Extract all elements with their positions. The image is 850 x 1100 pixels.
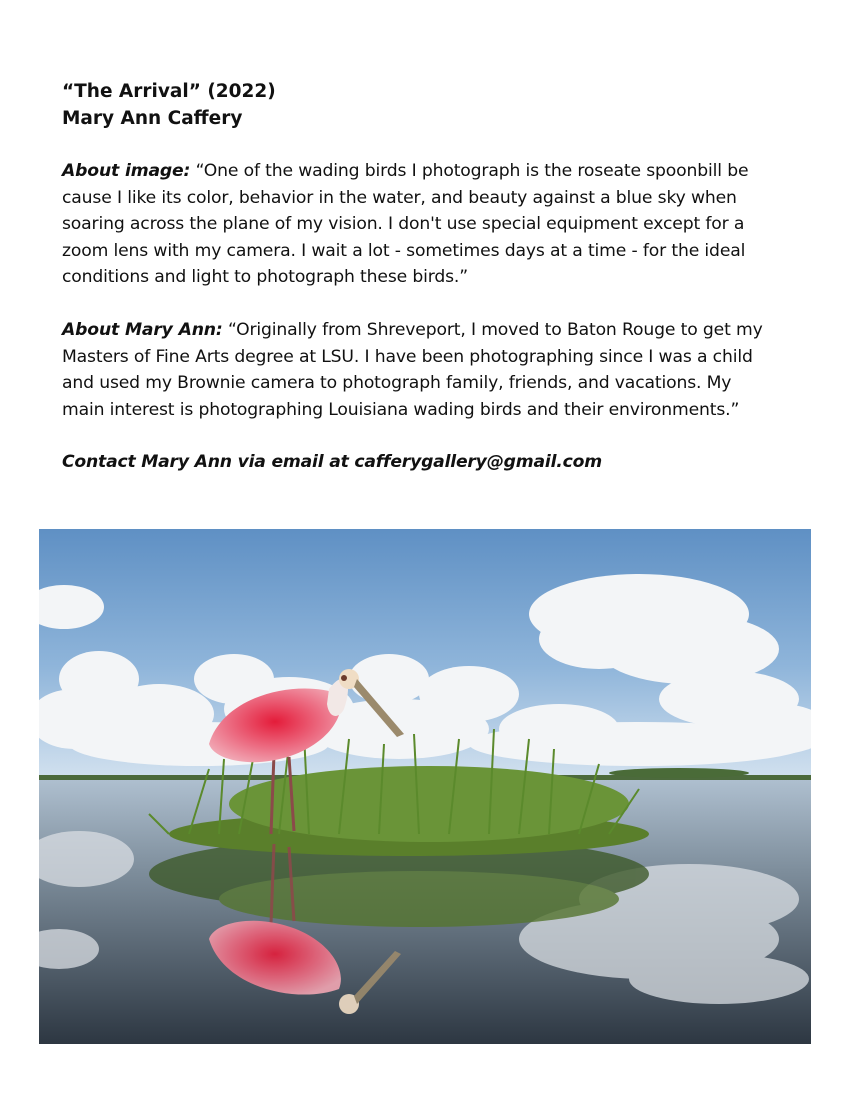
about-artist-line-3: and used my Brownie camera to photograph family, friends, and vacations. My [62,373,732,394]
text-block [62,78,802,475]
about-image-line-2: cause I like its color, behavior in the water, and beauty against a blue sky when [62,187,737,208]
about-artist-line-1: “Originally from Shreveport, I moved to Baton Rouge to get my [222,319,763,340]
about-image-line-4: zoom lens with my camera. I wait a lot - sometimes days at a time - for the ideal [62,240,746,261]
about-image-line-1: “One of the wading birds I photograph is the roseate spoonbill be [190,161,749,181]
contact-line: Contact Mary Ann via email at cafferygallery@gmail.com [62,452,602,473]
about-image-label: About image: [62,161,191,181]
about-image-line-3: soaring across the plane of my vision. I don't use special equipment except for a [62,214,745,235]
about-image-line-5: conditions and light to photograph these birds.” [62,267,468,288]
about-image-paragraph [62,158,802,291]
artist-name: Mary Ann Caffery [62,108,243,129]
artwork-title: “The Arrival” (2022) [62,81,276,102]
about-artist-line-2: Masters of Fine Arts degree at LSU. I have been photographing since I was a child [62,346,753,367]
about-artist-label: About Mary Ann: [62,319,223,340]
about-artist-line-4: main interest is photographing Louisiana wading birds and their environments.” [62,399,740,420]
spoonbill-photo [39,529,811,1044]
about-artist-paragraph [62,317,802,423]
